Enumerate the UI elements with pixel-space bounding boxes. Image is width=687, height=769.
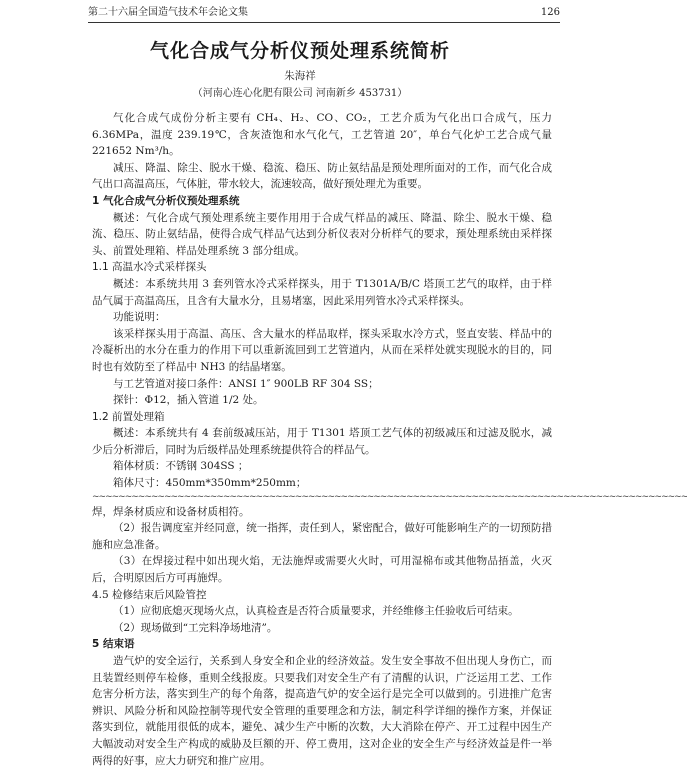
author-name: 朱海祥 [284, 70, 316, 82]
continuation-item-2: （2）报告调度室并经同意，统一指挥，责任到人，紧密配合，做好可能影响生产的一切预防措施和应急准备。 [92, 522, 552, 551]
paper-body [92, 110, 687, 769]
running-header [88, 6, 560, 23]
author-affiliation: （河南心连心化肥有限公司 河南新乡 453731） [192, 88, 408, 99]
conference-name: 第二十六届全国造气技术年会论文集 [88, 7, 248, 18]
conclusion-text: 造气炉的安全运行，关系到人身安全和企业的经济效益。发生安全事故不但出现人身伤亡，而且装置经则停车检修，重则全线报废。只要我们对安全生产有了清醒的认识，广泛运用工艺、工作危害分析方法，落实到生产的每个角落，提高造气炉的安全运行是完全可以做到的。引进推广危害辨识、风险分析和风险控制等现代安全管理的重要理念和方法，制定科学详细的操作方案，并保证落实到位，就能用很低的成本，避免、减少生产中断的次数，大大消除在停产、开工过程中因生产大幅波动对安全生产构成的威胁及巨额的开、停工费用，这对企业的安全生产与经济效益是件一举两得的好事，应大力研究和推广应用。 [92, 655, 552, 767]
page-break-divider: ~~~~~~~~~~~~~~~~~~~~~~~~~~~~~~~~~~~~~~~~~~~~~~~~~~~~~~~~~~~~~~~~~~~~~~~~~~~~~~~~~~~~~~~~~~~ [92, 491, 687, 502]
box-size: 箱体尺寸：450mm*350mm*250mm； [113, 477, 307, 490]
section-4-5-item-2: （2）现场做到“工完料净场地清”。 [113, 621, 278, 634]
section-4-5-item-1: （1）应彻底熄灭现场火点，认真检查是否符合质量要求，并经维修主任验收后可结束。 [113, 605, 519, 618]
section-1-2-heading: 1.2 前置处理箱 [92, 410, 165, 423]
continuation-item-3: （3）在焊接过程中如出现火焰，无法施焊或需要火火时，可用湿棉布或其他物品捂盖，火灭后，合明原因后方可再施焊。 [92, 555, 552, 585]
section-1-overview: 概述：气化合成气预处理系统主要作用用于合成气样品的减压、降温、除尘、脱水干燥、稳流、稳压、防止氨结晶，使得合成气样品气达到分析仪表对分析样气的要求，预处理系统由采样探头、前置处理箱、样品处理系统 3 部分组成。 [92, 211, 552, 257]
interface-condition: 与工艺管道对接口条件：ANSI 1″ 900LB RF 304 SS； [113, 377, 379, 390]
box-material: 箱体材质：不锈钢 304SS ； [113, 460, 249, 473]
section-1-1-heading: 1.1 高温水冷式采样探头 [92, 261, 207, 274]
continuation-line: 焊，焊条材质应和设备材质相符。 [92, 505, 250, 518]
intro-paragraph-2: 减压、降温、除尘、脱水干燥、稳流、稳压、防止氨结晶是预处理所面对的工作，而气化合成气出口高温高压，气体脏，带水较大，流速较高，做好预处理尤为重要。 [92, 161, 552, 191]
function-description: 该采样探头用于高温、高压、含大量水的样品取样，探头采取水冷方式，竖直安装、样品中的冷凝析出的水分在重力的作用下可以重新流回到工艺管道内，从而在采样处就实现脱水的目的，同时也有效防至了样品中 NH3 的结晶堵塞。 [92, 327, 552, 373]
section-1-2-overview: 概述：本系统共有 4 套前级减压站，用于 T1301 塔顶工艺气体的初级减压和过滤及脱水，减少后分析滞后，同时为后级样品处理系统提供符合的样品气。 [92, 427, 552, 456]
section-5-heading: 5 结束语 [92, 638, 135, 651]
section-1-heading: 1 气化合成气分析仪预处理系统 [92, 194, 240, 207]
function-label: 功能说明： [113, 311, 166, 324]
page-number: 126 [540, 7, 560, 18]
probe-spec: 探针：Φ12，插入管道 1/2 处。 [113, 394, 264, 407]
section-4-5-heading: 4.5 检修结束后风险管控 [92, 588, 207, 601]
intro-paragraph-1: 气化合成气成份分析主要有 CH₄、H₂、CO、CO₂，工艺介质为气化出口合成气，压力 6.36MPa，温度 239.19℃，含灰渣饱和水气化气，工艺管道 20″，单台气化炉工艺合成气量 221652 Nm³/h。 [92, 112, 552, 158]
section-1-1-overview: 概述：本系统共用 3 套列管水冷式采样探头，用于 T1301A/B/C 塔顶工艺气的取样，由于样品气属于高温高压，且含有大量水分，且易堵塞，因此采用列管水冷式采样探头。 [92, 277, 552, 307]
paper-title: 气化合成气分析仪预处理系统简析 [149, 40, 450, 62]
